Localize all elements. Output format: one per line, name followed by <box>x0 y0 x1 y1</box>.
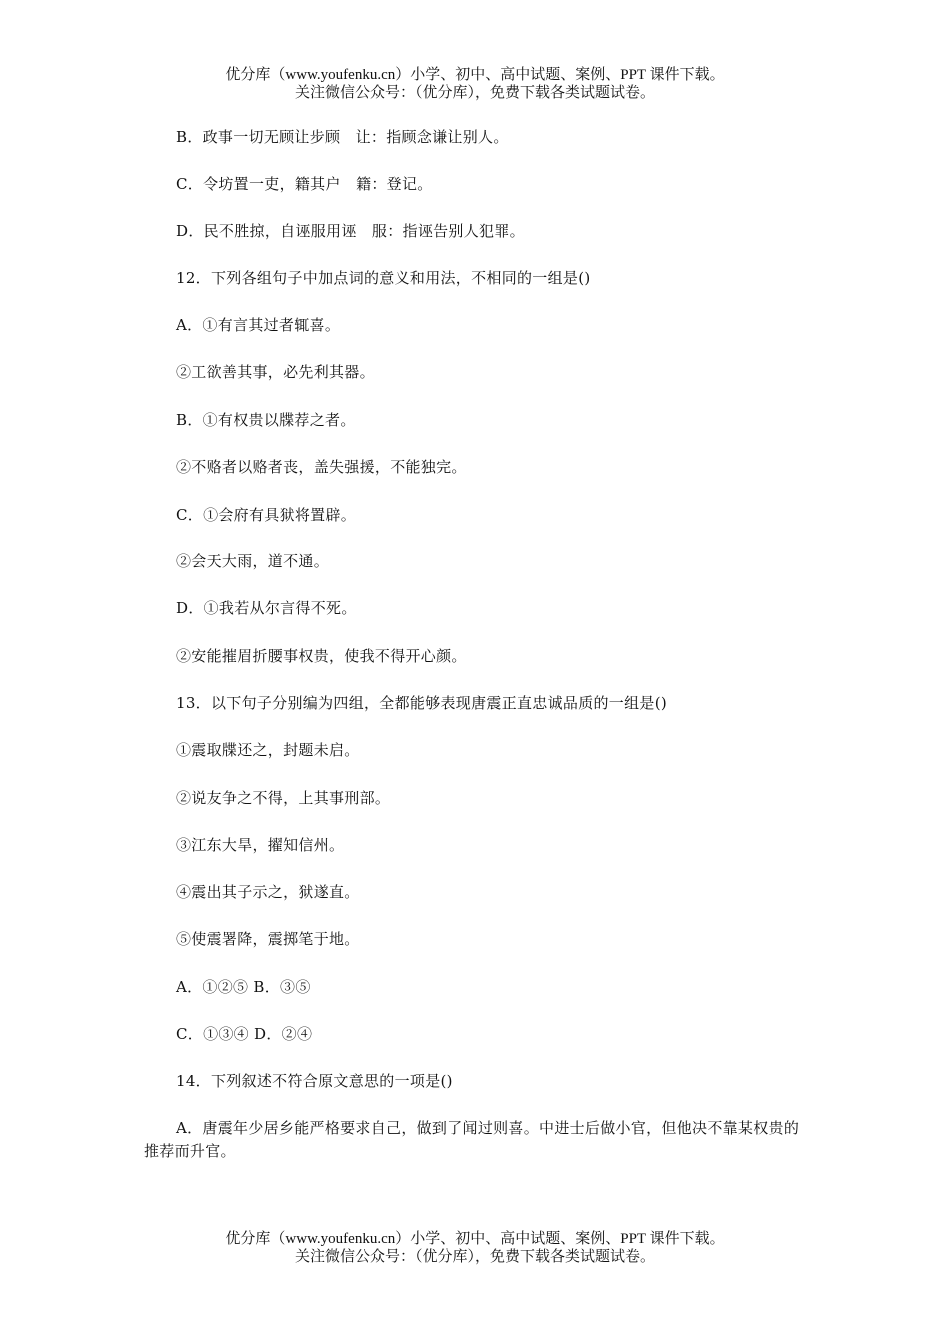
question-13: 13．以下句子分别编为四组，全都能够表现唐震正直忠诚品质的一组是() <box>176 694 667 712</box>
question-12: 12．下列各组句子中加点词的意义和用法，不相同的一组是() <box>176 269 591 287</box>
header-line-2: 关注微信公众号：（优分库），免费下载各类试题试卷。 <box>294 85 655 101</box>
answer-choices: A．①②⑤ B．③⑤ <box>176 978 311 996</box>
question-14: 14．下列叙述不符合原文意思的一项是() <box>176 1072 453 1090</box>
option-line: D．①我若从尔言得不死。 <box>176 599 357 617</box>
option-paragraph: A．唐震年少居乡能严格要求自己，做到了闻过则喜。中进士后做小官，但他决不靠某权贵的推荐而升官。 <box>144 1119 800 1160</box>
sentence-line: ③江东大旱，擢知信州。 <box>176 836 345 854</box>
option-line: ②工欲善其事，必先利其器。 <box>176 363 375 381</box>
sentence-line: ②说友争之不得，上其事刑部。 <box>176 789 391 807</box>
answer-choices: C．①③④ D．②④ <box>176 1025 313 1043</box>
option-line: C．令坊置一吏，籍其户 籍：登记。 <box>176 175 433 193</box>
page-header <box>0 66 950 102</box>
header-line-1: 优分库（www.youfenku.cn）小学、初中、高中试题、案例、PPT 课件下载。 <box>225 67 725 83</box>
option-line: ②不赂者以赂者丧，盖失强援，不能独完。 <box>176 458 467 476</box>
option-line: ②安能摧眉折腰事权贵，使我不得开心颜。 <box>176 647 467 665</box>
option-line: A．①有言其过者辄喜。 <box>176 316 341 334</box>
sentence-line: ①震取牒还之，封题未启。 <box>176 741 360 759</box>
option-line: B．政事一切无顾让步顾 让：指顾念谦让别人。 <box>176 128 509 146</box>
sentence-line: ④震出其子示之，狱遂直。 <box>176 883 360 901</box>
page-footer <box>0 1230 950 1266</box>
option-line: B．①有权贵以牒荐之者。 <box>176 411 356 429</box>
option-line: D．民不胜掠，自诬服用诬 服：指诬告别人犯罪。 <box>176 222 525 240</box>
option-line: C．①会府有具狱将置辟。 <box>176 506 357 524</box>
footer-line-2: 关注微信公众号：（优分库），免费下载各类试题试卷。 <box>294 1249 655 1265</box>
option-line: ②会天大雨，道不通。 <box>176 552 330 570</box>
sentence-line: ⑤使震署降，震掷笔于地。 <box>176 930 360 948</box>
footer-line-1: 优分库（www.youfenku.cn）小学、初中、高中试题、案例、PPT 课件下载。 <box>225 1231 725 1247</box>
